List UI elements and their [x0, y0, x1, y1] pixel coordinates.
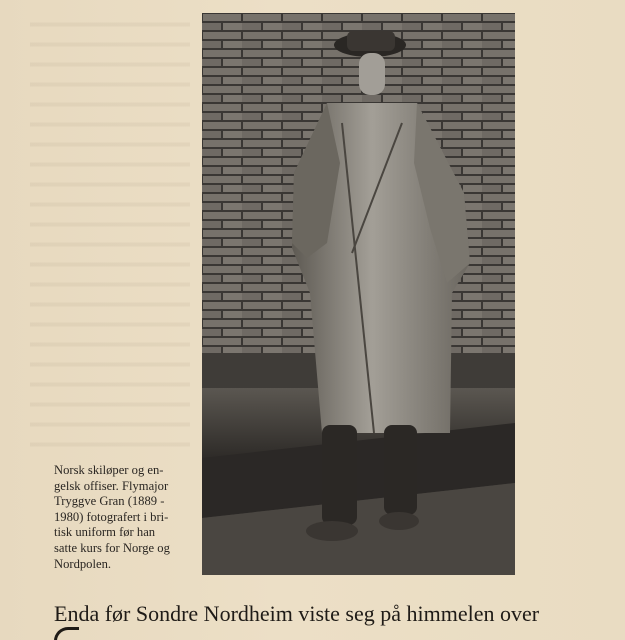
photo-caption: [54, 463, 202, 572]
caption-line: Norsk skiløper og en-: [54, 463, 164, 477]
caption-line: tisk uniform før han: [54, 525, 156, 540]
caption-line: gelsk offiser. Flymajor: [54, 478, 169, 493]
cut-off-letter: [54, 627, 79, 640]
body-text-line: Enda før Sondre Nordheim viste seg på himmelen over: [54, 601, 540, 626]
body-text-cut-line: [54, 627, 614, 640]
caption-line: Tryggve Gran (1889 -: [54, 494, 165, 509]
caption-line: Nordpolen.: [54, 556, 112, 571]
photograph: [202, 13, 515, 575]
caption-line: 1980) fotografert i bri-: [54, 509, 169, 524]
caption-line: satte kurs for Norge og: [54, 540, 170, 555]
bleed-through-text: [30, 10, 190, 450]
